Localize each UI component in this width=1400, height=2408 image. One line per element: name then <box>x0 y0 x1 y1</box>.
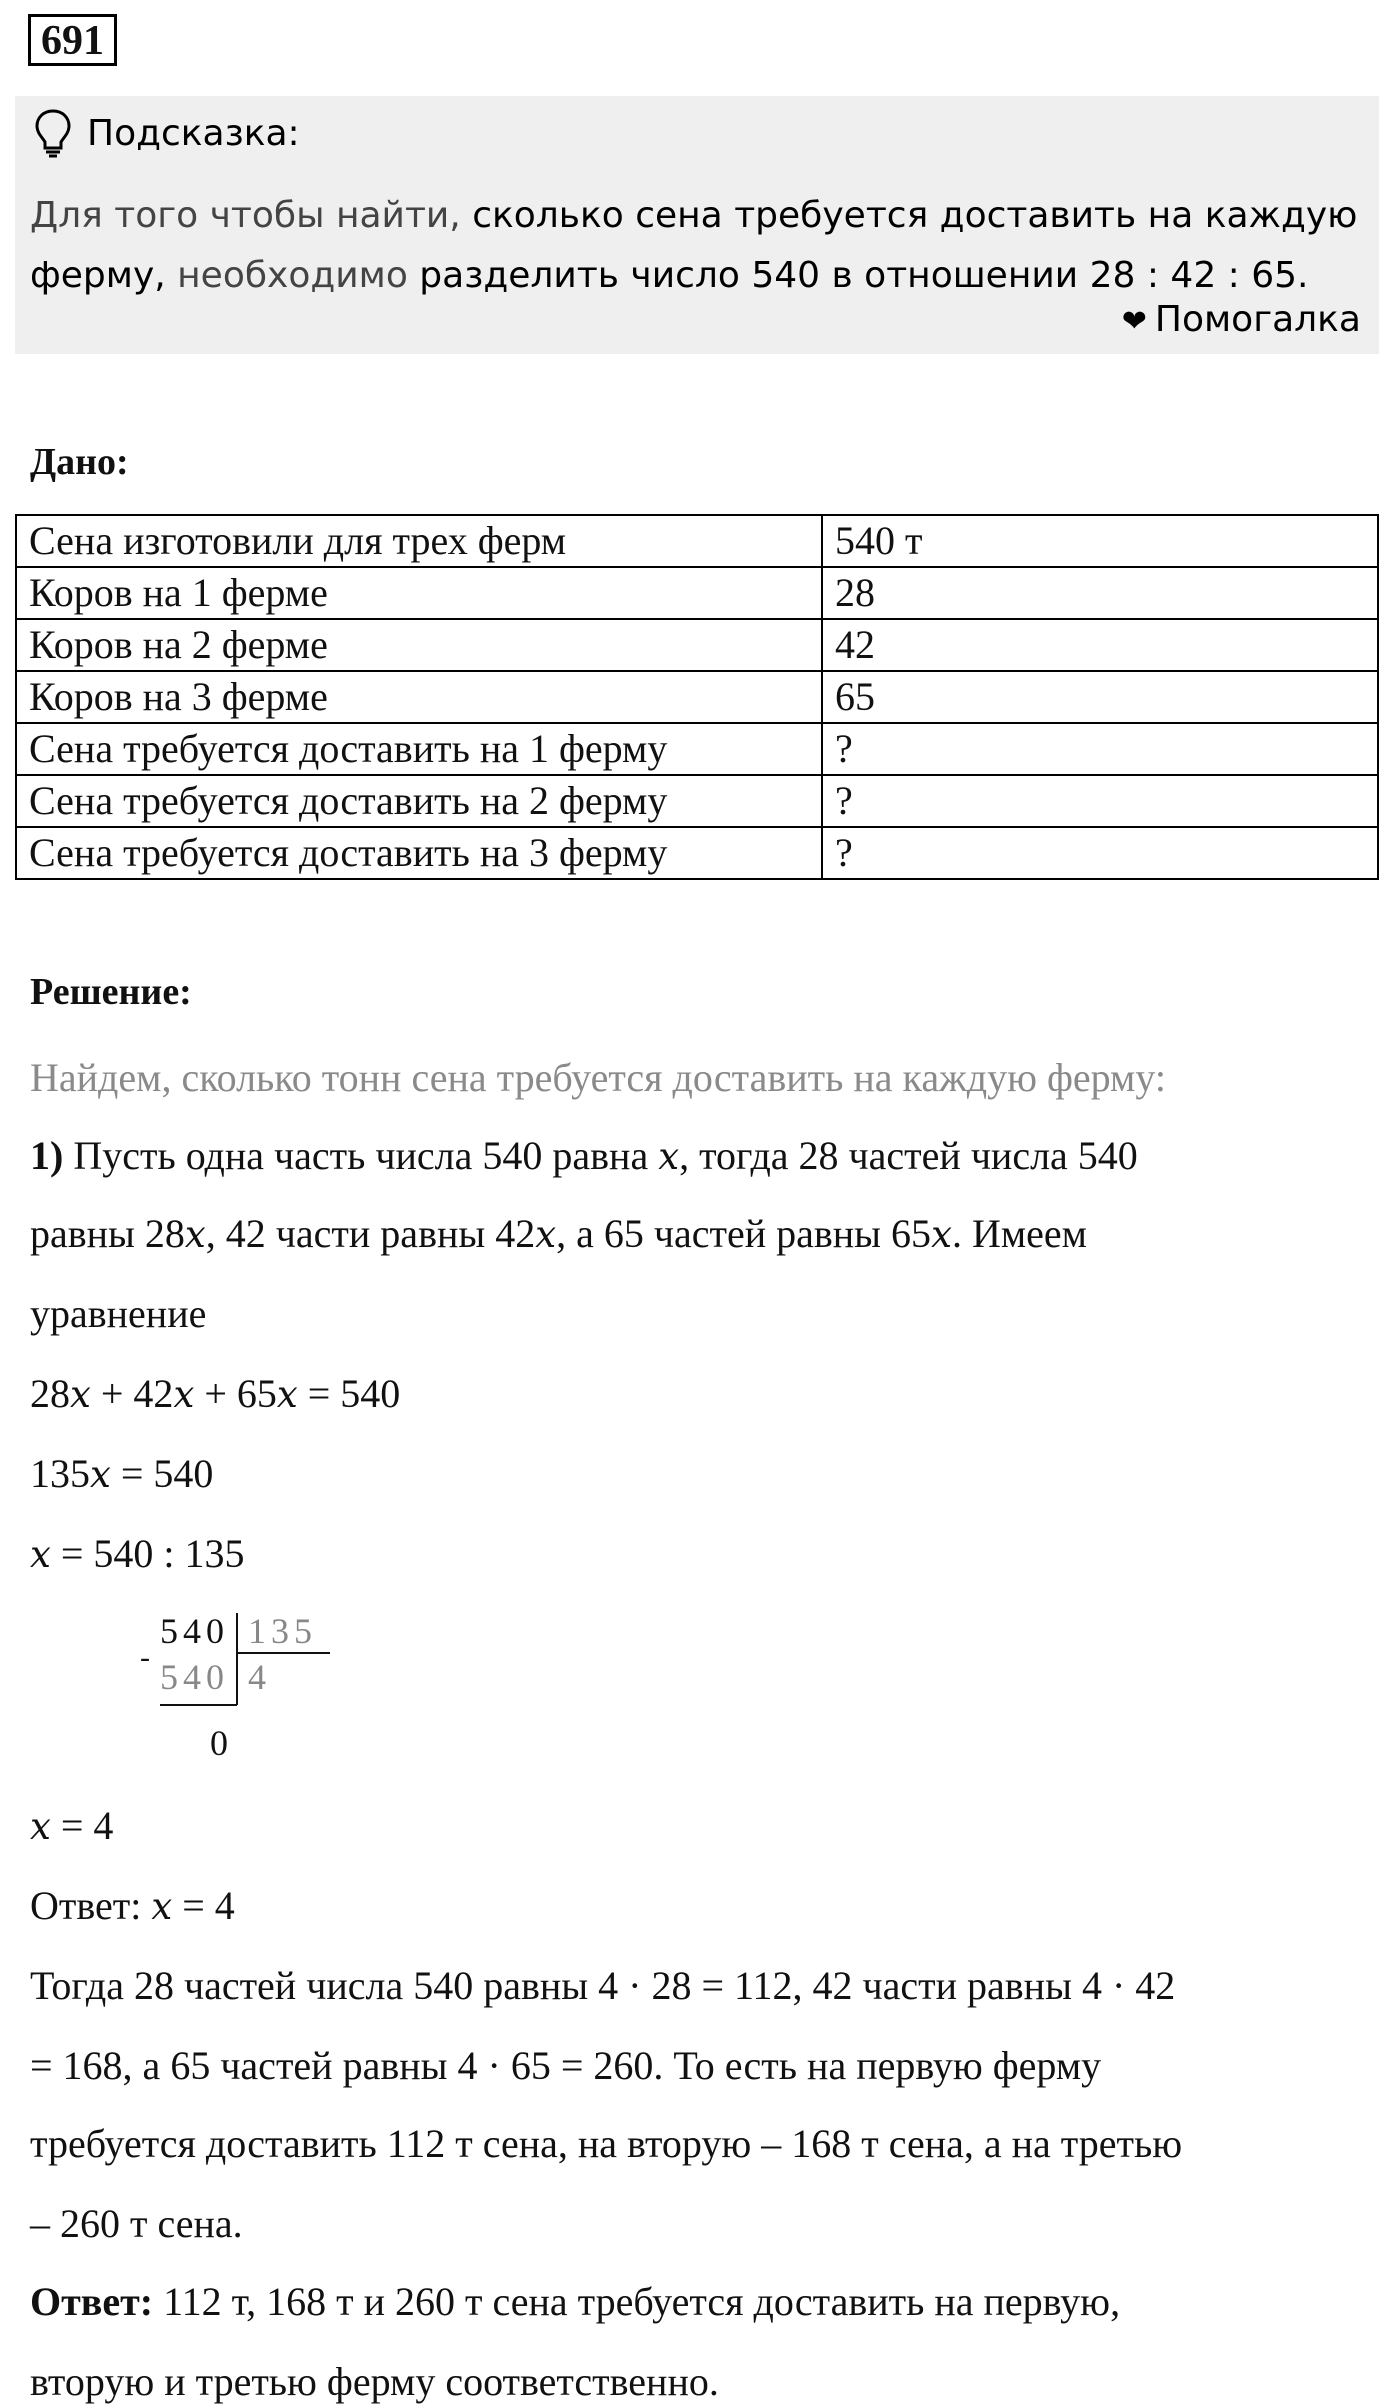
text-part: = 540 <box>297 1371 401 1416</box>
text-part: = 540 : 135 <box>50 1531 245 1576</box>
text-part: = 4 <box>172 1883 235 1928</box>
table-row <box>16 619 1378 671</box>
text-part: Пусть одна часть числа 540 равна <box>63 1133 659 1178</box>
row-value: ? <box>822 775 1378 827</box>
division-subtrahend: 540 <box>160 1657 229 1697</box>
final-answer: вторую и третью ферму соответственно. <box>30 2359 719 2404</box>
solution-line: уравнение <box>30 1291 207 1336</box>
row-label: Сена требуется доставить на 1 ферму <box>16 723 822 775</box>
solution-heading: Решение: <box>30 971 192 1013</box>
variable: x <box>931 1213 952 1256</box>
solution-line <box>30 1208 1087 1261</box>
text-part: , 42 части равны 42 <box>205 1211 536 1256</box>
given-heading: Дано: <box>30 441 129 483</box>
equation <box>30 1448 213 1501</box>
long-division <box>130 1605 350 1785</box>
variable: x <box>30 1805 51 1848</box>
variable: x <box>535 1213 557 1256</box>
table-row <box>16 827 1378 879</box>
final-answer-label: Ответ: <box>30 2279 154 2324</box>
variable: x <box>90 1453 111 1496</box>
row-label: Коров на 2 ферме <box>16 619 822 671</box>
step-marker: 1) <box>30 1133 64 1178</box>
intermediate-answer <box>30 1880 235 1933</box>
hint-box <box>15 96 1379 354</box>
table-row <box>16 723 1378 775</box>
text-part: 112 т, 168 т и 260 т сена требуется доставить на первую, <box>153 2279 1121 2324</box>
row-label: Сена требуется доставить на 2 ферму <box>16 775 822 827</box>
table-row <box>16 567 1378 619</box>
text-part: , а 65 частей равны 65 <box>556 1211 932 1256</box>
hint-text-part: необходимо <box>165 255 420 296</box>
text-part: 28 <box>30 1371 70 1416</box>
variable: x <box>151 1885 173 1928</box>
row-label: Сена требуется доставить на 3 ферму <box>16 827 822 879</box>
table-row <box>16 671 1378 723</box>
solution-line: = 168, а 65 частей равны 4 · 65 = 260. То есть на первую ферму <box>30 2043 1102 2088</box>
division-minus: - <box>140 1641 150 1674</box>
solution-intro: Найдем, сколько тонн сена требуется доставить на каждую ферму: <box>30 1055 1166 1100</box>
row-label: Сена изготовили для трех ферм <box>16 515 822 567</box>
row-value: ? <box>822 827 1378 879</box>
row-value: ? <box>822 723 1378 775</box>
equation <box>30 1368 400 1421</box>
text-part: + 42 <box>90 1371 174 1416</box>
lightbulb-icon <box>33 108 73 160</box>
hint-signature <box>1122 294 1361 348</box>
text-part: 135 <box>30 1451 90 1496</box>
variable: x <box>173 1373 195 1416</box>
solution-line: – 260 т сена. <box>30 2201 243 2246</box>
equation <box>30 1528 245 1581</box>
division-quotient: 4 <box>248 1657 266 1697</box>
row-value: 42 <box>822 619 1378 671</box>
hint-text <box>30 186 1370 306</box>
variable: x <box>70 1373 91 1416</box>
hint-title-text: Подсказка: <box>87 113 300 154</box>
hint-signature-text: Помогалка <box>1154 299 1361 340</box>
solution-line: Тогда 28 частей числа 540 равны 4 · 28 = 112, 42 части равны 4 · 42 <box>30 1963 1176 2008</box>
solution-line: требуется доставить 112 т сена, на вторую – 168 т сена, а на третью <box>30 2121 1183 2166</box>
division-dividend: 540 <box>160 1611 229 1651</box>
problem-number: 691 <box>28 14 117 66</box>
variable: x <box>658 1135 680 1178</box>
final-answer <box>30 2276 1120 2328</box>
given-table <box>15 514 1379 880</box>
text-part: Ответ: <box>30 1883 152 1928</box>
row-label: Коров на 1 ферме <box>16 567 822 619</box>
variable: x <box>30 1533 51 1576</box>
row-value: 65 <box>822 671 1378 723</box>
hint-text-emphasis: сколько сена требуется доставить на каждую ферму, <box>30 195 1358 296</box>
hint-text-emphasis: разделить число 540 в отношении 28 : 42 : 65. <box>419 255 1309 296</box>
table-row <box>16 515 1378 567</box>
text-part: равны 28 <box>30 1211 185 1256</box>
row-value: 28 <box>822 567 1378 619</box>
text-part: , тогда 28 частей числа 540 <box>679 1133 1138 1178</box>
row-value: 540 т <box>822 515 1378 567</box>
heart-icon: ❤ <box>1121 304 1147 339</box>
text-part: = 4 <box>50 1803 114 1848</box>
table-row <box>16 775 1378 827</box>
division-remainder: 0 <box>210 1723 228 1763</box>
division-divisor: 135 <box>248 1611 317 1651</box>
variable: x <box>276 1373 298 1416</box>
hint-text-part: Для того чтобы найти, <box>30 195 473 236</box>
row-label: Коров на 3 ферме <box>16 671 822 723</box>
variable: x <box>184 1213 206 1256</box>
text-part: = 540 <box>110 1451 214 1496</box>
hint-title <box>33 108 300 160</box>
text-part: + 65 <box>194 1371 277 1416</box>
text-part: . Имеем <box>951 1211 1087 1256</box>
solution-line <box>30 1130 1138 1183</box>
equation <box>30 1800 113 1853</box>
